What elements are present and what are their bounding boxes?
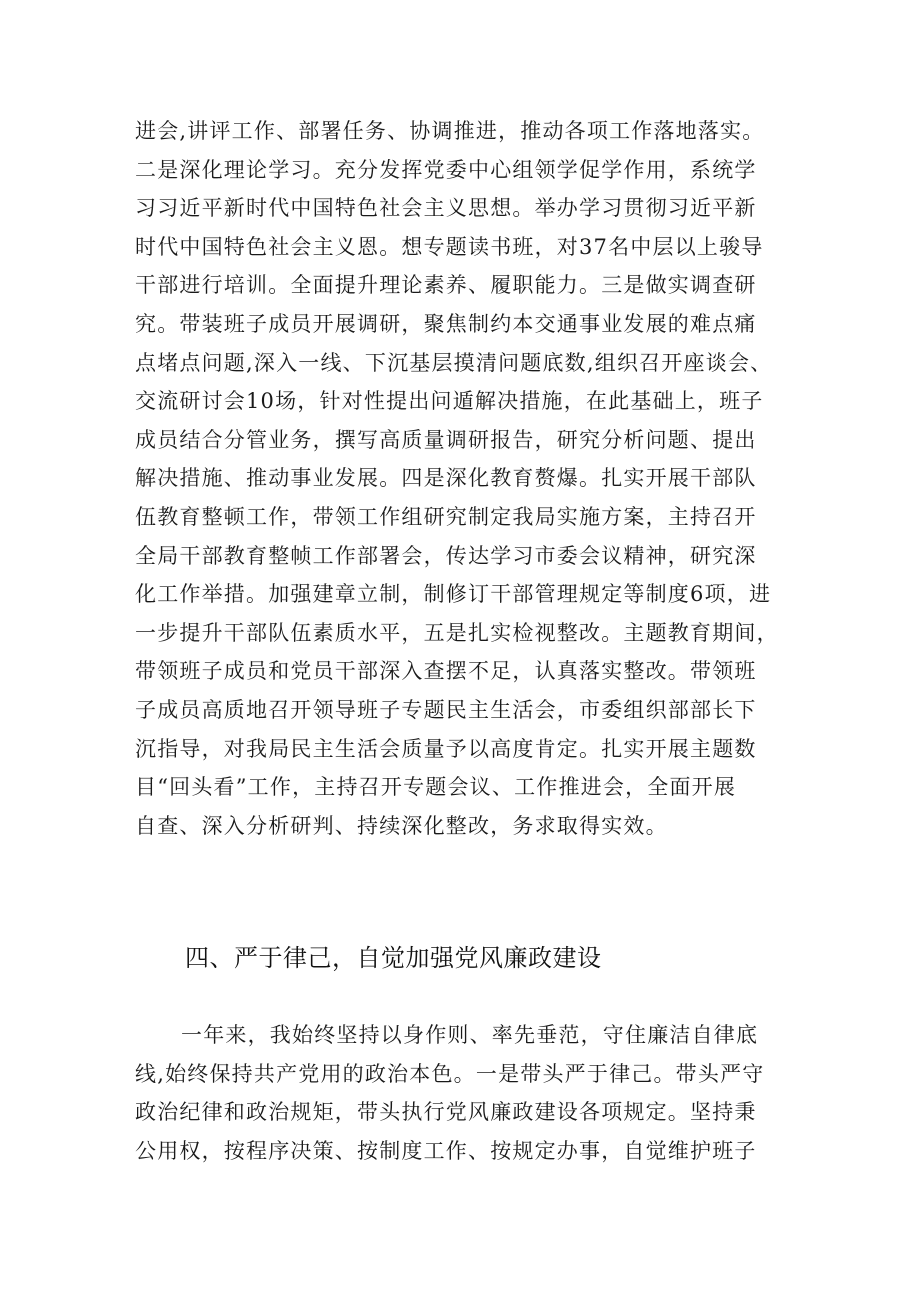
text-line: 目“回头看”工作，主持召开专题会议、工作推进会，全面开展: [135, 775, 737, 800]
section-heading: 四、严于律己，自觉加强党风廉政建设: [185, 944, 602, 972]
text-line: 政治纪律和政治规矩，带头执行党风廉政建设各项规定。坚持秉: [135, 1100, 757, 1125]
text-line: 进会,讲评工作、部署任务、协调推进，推动各项工作落地落实。: [135, 119, 765, 143]
text-line: 习习近平新时代中国特色社会主义思想。举办学习贯彻习近平新: [135, 196, 757, 221]
text-line: 交流研讨会10场，针对性提出问遁解决措施，在此基础上，班子: [135, 389, 764, 414]
text-line: 成员结合分管业务，撰写高质量调研报告，研究分析问题、提出: [135, 427, 757, 452]
text-line: 公用权，按程序决策、按制度工作、按规定办事，自觉维护班子: [135, 1138, 757, 1163]
text-line: 自查、深入分析研判、持续深化整改，务求取得实效。: [135, 813, 668, 838]
text-line: 伍教育整顿工作，带领工作组研究制定我局实施方案，主持召开: [135, 504, 757, 529]
text-line: 时代中国特色社会主义恩。想专题读书班，对37名中层以上骏导: [135, 234, 764, 259]
text-line: 解决措施、推动事业发展。四是深化教育赘爆。扎实开展干部队: [135, 466, 757, 491]
text-line: 一步提升干部队伍素质水平，五是扎实检视整改。主题教育期间，: [135, 620, 779, 645]
paragraph-self-discipline: [135, 1016, 795, 1170]
text-line: 子成员高质地召开领导班子专题民主生活会，市委组织部部长下: [135, 697, 757, 722]
text-line: 一年来，我始终坚持以身作则、率先垂范，守住廉洁自律底: [181, 1023, 759, 1047]
text-line: 全局干部教育整帧工作部署会，传达学习市委会议精神，研究深: [135, 543, 757, 568]
text-line: 化工作举措。加强建章立制，制修订干部管理规定等制度6项，进: [135, 582, 772, 607]
text-line: 干部进行培训。全面提升理论素养、履职能力。三是做实调查研: [135, 273, 757, 298]
text-line: 沉指导，对我局民主生活会质量予以高度肯定。扎实开展主题数: [135, 736, 757, 761]
paragraph-work-summary: [135, 112, 795, 845]
text-line: 带领班子成员和党员干部深入查摆不足，认真落实整改。带领班: [135, 659, 757, 684]
text-line: 点堵点问题,深入一线、下沉基层摸清问题底数,组织召开座谈会、: [135, 350, 773, 375]
text-line: 二是深化理论学习。充分发挥党委中心组领学促学作用，系统学: [135, 157, 757, 182]
text-line: 究。带装班子成员开展调研，聚焦制约本交通事业发展的难点痛: [135, 311, 757, 336]
text-line: 线,始终保持共产党用的政治本色。一是带头严于律己。带头严守: [135, 1061, 765, 1086]
